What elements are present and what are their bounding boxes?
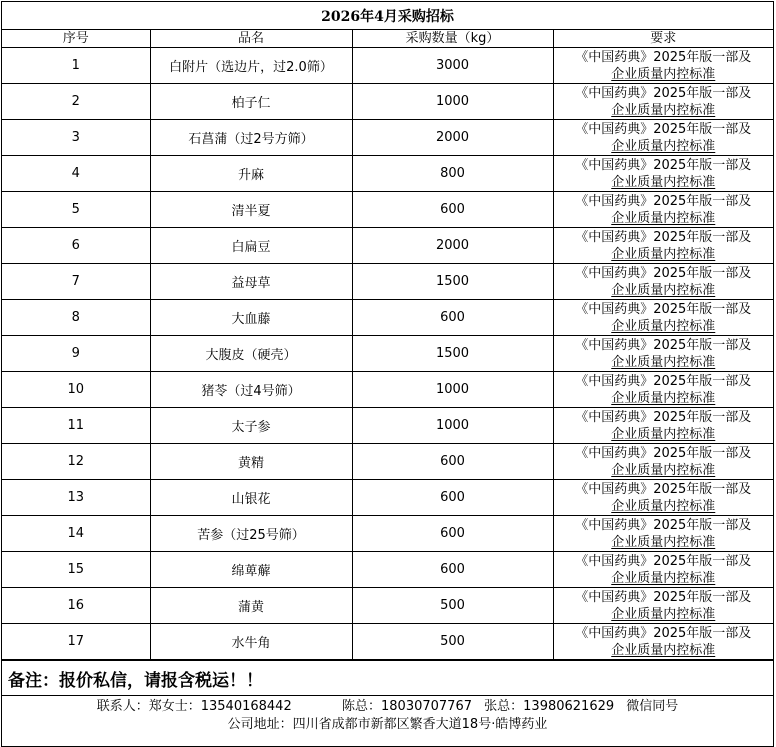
row-requirement: [553, 264, 773, 300]
requirement-line-2: 企业质量内控标准: [611, 174, 716, 190]
requirement-line-1: 《中国药典》2025年版一部及: [575, 121, 752, 137]
row-qty: 600: [352, 480, 553, 516]
requirement-line-1: 《中国药典》2025年版一部及: [575, 229, 752, 245]
row-name: 石菖蒲（过2号方筛）: [150, 120, 352, 156]
requirement-line-1: 《中国药典》2025年版一部及: [575, 553, 752, 569]
row-requirement: [553, 588, 773, 624]
requirement-line-2: 企业质量内控标准: [611, 426, 716, 442]
row-requirement: [553, 120, 773, 156]
row-requirement: [553, 156, 773, 192]
row-no: 14: [2, 516, 150, 552]
row-name: 升麻: [150, 156, 352, 192]
requirement-line-1: 《中国药典》2025年版一部及: [575, 301, 752, 317]
table-row: [2, 480, 773, 516]
requirement-line-2: 企业质量内控标准: [611, 390, 716, 406]
row-no: 8: [2, 300, 150, 336]
requirement-line-2: 企业质量内控标准: [611, 102, 716, 118]
table-row: [2, 336, 773, 372]
row-requirement: [553, 624, 773, 660]
row-no: 9: [2, 336, 150, 372]
row-qty: 1000: [352, 408, 553, 444]
requirement-line-1: 《中国药典》2025年版一部及: [575, 157, 752, 173]
requirement-line-1: 《中国药典》2025年版一部及: [575, 337, 752, 353]
row-name: 猪苓（过4号筛）: [150, 372, 352, 408]
requirement-line-2: 企业质量内控标准: [611, 498, 716, 514]
row-qty: 600: [352, 444, 553, 480]
table-row: [2, 300, 773, 336]
row-requirement: [553, 552, 773, 588]
table-header-row: [2, 30, 773, 48]
row-name: 清半夏: [150, 192, 352, 228]
row-no: 10: [2, 372, 150, 408]
requirement-line-1: 《中国药典》2025年版一部及: [575, 481, 752, 497]
table-row: [2, 48, 773, 84]
row-requirement: [553, 300, 773, 336]
table-row: [2, 552, 773, 588]
wechat-note: 微信同号: [626, 699, 679, 714]
row-qty: 1500: [352, 336, 553, 372]
row-name: 益母草: [150, 264, 352, 300]
requirement-line-2: 企业质量内控标准: [611, 534, 716, 550]
row-requirement: [553, 228, 773, 264]
header-name: 品名: [150, 30, 352, 48]
row-no: 17: [2, 624, 150, 660]
row-name: 黄精: [150, 444, 352, 480]
table-row: [2, 264, 773, 300]
contact-label: 联系人：郑女士：13540168442: [96, 699, 292, 714]
requirement-line-1: 《中国药典》2025年版一部及: [575, 265, 752, 281]
requirement-line-2: 企业质量内控标准: [611, 462, 716, 478]
row-requirement: [553, 408, 773, 444]
row-qty: 500: [352, 624, 553, 660]
row-no: 16: [2, 588, 150, 624]
requirement-line-2: 企业质量内控标准: [611, 246, 716, 262]
contact-person-3: 张总：13980621629: [484, 699, 615, 714]
row-no: 3: [2, 120, 150, 156]
contact-person-2: 陈总：18030707767: [342, 699, 472, 714]
table-row: [2, 192, 773, 228]
row-name: 蒲黄: [150, 588, 352, 624]
requirement-line-2: 企业质量内控标准: [611, 66, 716, 82]
requirement-line-2: 企业质量内控标准: [611, 282, 716, 298]
row-no: 5: [2, 192, 150, 228]
row-no: 15: [2, 552, 150, 588]
row-name: 白附片（选边片，过2.0筛）: [150, 48, 352, 84]
row-qty: 2000: [352, 228, 553, 264]
row-requirement: [553, 336, 773, 372]
note-row: 备注：报价私信，请报含税运！！: [2, 660, 773, 696]
row-qty: 1000: [352, 372, 553, 408]
procurement-table: [2, 2, 773, 660]
row-no: 1: [2, 48, 150, 84]
row-qty: 500: [352, 588, 553, 624]
header-qty: 采购数量（kg）: [352, 30, 553, 48]
row-no: 12: [2, 444, 150, 480]
header-no: 序号: [2, 30, 150, 48]
row-requirement: [553, 480, 773, 516]
address-line: 公司地址：四川省成都市新都区繁香大道18号·皓博药业: [227, 717, 548, 732]
row-name: 柏子仁: [150, 84, 352, 120]
table-row: [2, 516, 773, 552]
table-row: [2, 120, 773, 156]
row-no: 2: [2, 84, 150, 120]
row-no: 7: [2, 264, 150, 300]
requirement-line-1: 《中国药典》2025年版一部及: [575, 193, 752, 209]
row-no: 4: [2, 156, 150, 192]
procurement-sheet: [1, 1, 774, 747]
row-name: 白扁豆: [150, 228, 352, 264]
row-name: 大血藤: [150, 300, 352, 336]
requirement-line-1: 《中国药典》2025年版一部及: [575, 49, 752, 65]
table-row: [2, 156, 773, 192]
row-name: 水牛角: [150, 624, 352, 660]
row-qty: 600: [352, 552, 553, 588]
row-requirement: [553, 372, 773, 408]
header-requirement: 要求: [553, 30, 773, 48]
requirement-line-2: 企业质量内控标准: [611, 210, 716, 226]
row-qty: 600: [352, 516, 553, 552]
requirement-line-1: 《中国药典》2025年版一部及: [575, 373, 752, 389]
requirement-line-1: 《中国药典》2025年版一部及: [575, 625, 752, 641]
requirement-line-1: 《中国药典》2025年版一部及: [575, 517, 752, 533]
requirement-line-1: 《中国药典》2025年版一部及: [575, 589, 752, 605]
requirement-line-1: 《中国药典》2025年版一部及: [575, 85, 752, 101]
row-qty: 1500: [352, 264, 553, 300]
row-requirement: [553, 444, 773, 480]
contact-block: [2, 696, 773, 746]
table-row: [2, 84, 773, 120]
row-name: 太子参: [150, 408, 352, 444]
row-no: 6: [2, 228, 150, 264]
requirement-line-1: 《中国药典》2025年版一部及: [575, 445, 752, 461]
table-row: [2, 228, 773, 264]
row-requirement: [553, 48, 773, 84]
requirement-line-2: 企业质量内控标准: [611, 318, 716, 334]
row-no: 13: [2, 480, 150, 516]
row-requirement: [553, 192, 773, 228]
table-row: [2, 624, 773, 660]
requirement-line-2: 企业质量内控标准: [611, 606, 716, 622]
requirement-line-2: 企业质量内控标准: [611, 138, 716, 154]
row-qty: 600: [352, 192, 553, 228]
contact-line: [2, 696, 773, 716]
row-qty: 600: [352, 300, 553, 336]
row-requirement: [553, 84, 773, 120]
table-row: [2, 588, 773, 624]
row-qty: 1000: [352, 84, 553, 120]
table-row: [2, 408, 773, 444]
row-qty: 800: [352, 156, 553, 192]
requirement-line-2: 企业质量内控标准: [611, 570, 716, 586]
row-name: 大腹皮（硬壳）: [150, 336, 352, 372]
row-qty: 3000: [352, 48, 553, 84]
sheet-title: 2026年4月采购招标: [2, 2, 773, 30]
row-requirement: [553, 516, 773, 552]
row-qty: 2000: [352, 120, 553, 156]
row-no: 11: [2, 408, 150, 444]
table-row: [2, 444, 773, 480]
table-row: [2, 372, 773, 408]
requirement-line-2: 企业质量内控标准: [611, 354, 716, 370]
row-name: 苦参（过25号筛）: [150, 516, 352, 552]
row-name: 绵萆薢: [150, 552, 352, 588]
row-name: 山银花: [150, 480, 352, 516]
requirement-line-1: 《中国药典》2025年版一部及: [575, 409, 752, 425]
requirement-line-2: 企业质量内控标准: [611, 642, 716, 658]
